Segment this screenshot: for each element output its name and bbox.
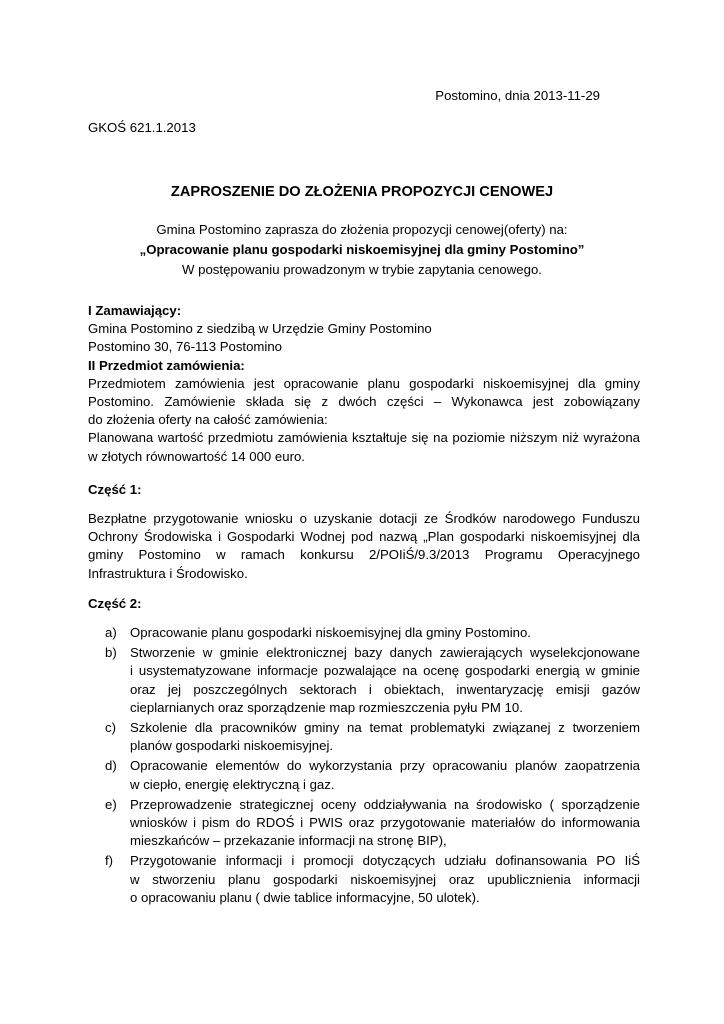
section1-heading: I Zamawiający: [88, 303, 182, 318]
list-item-line: wniosków i pism do RDOŚ i PWIS oraz przygotowanie materiałów do informowania [130, 815, 640, 831]
section1-line-1: Gmina Postomino z siedzibą w Urzędzie Gminy Postomino [88, 321, 432, 337]
list-item [88, 644, 640, 717]
list-item-line: cieplarnianych oraz sporządzenie map rozmieszczenia pyłu PM 10. [130, 699, 523, 715]
list-item-line: w stworzeniu planu gospodarki niskoemisyjnej oraz upublicznienia informacji [130, 871, 640, 887]
list-item-line: Przygotowanie informacji i promocji dotyczących udziału dofinansowania PO IiŚ [130, 853, 640, 869]
section2-p2-line-1: Planowana wartość przedmiotu zamówienia kształtuje się na poziomie niższym niż wyrażona [88, 430, 640, 446]
list-item [88, 719, 640, 755]
list-item-marker: b) [105, 645, 117, 661]
part2-list-block [88, 624, 640, 909]
list-item-marker: d) [105, 758, 117, 774]
list-item-line: Opracowanie planu gospodarki niskoemisyjnej dla gminy Postomino. [130, 625, 531, 640]
part1-line-2: Ochrony Środowiska i Gospodarki Wodnej pod nazwą „Plan gospodarki niskoemisyjnej dla [88, 529, 640, 545]
document-title: ZAPROSZENIE DO ZŁOŻENIA PROPOZYCJI CENOWEJ [170, 184, 554, 200]
section1-line-2: Postomino 30, 76-113 Postomino [88, 339, 283, 355]
list-item-line: i usystematyzowane informacje pozwalające na ocenę gospodarki energią w gminie [130, 663, 640, 679]
list-item [88, 852, 640, 907]
section2-p2-line-2: w złotych równowartość 14 000 euro. [88, 448, 305, 464]
section2-heading: II Przedmiot zamówienia: [88, 357, 245, 373]
list-item-line: mieszkańców – przekazanie informacji na stronę BIP), [130, 833, 447, 849]
place-date: Postomino, dnia 2013-11-29 [435, 88, 600, 103]
list-item-line: o opracowaniu planu ( dwie tablice informacyjne, 50 ulotek). [130, 889, 480, 905]
list-item-line: Przeprowadzenie strategicznej oceny oddziaływania na środowisko ( sporządzenie [130, 796, 640, 812]
section2-p1-line-1: Przedmiotem zamówienia jest opracowanie planu gospodarki niskoemisyjnej dla gminy [88, 375, 640, 391]
list-item-line: w ciepło, energię elektryczną i gaz. [130, 776, 335, 792]
part1-text [88, 510, 640, 583]
section2-p1-line-3: do złożenia oferty na całość zamówienia: [88, 412, 328, 428]
intro-line-3: W postępowaniu prowadzonym w trybie zapytania cenowego. [182, 262, 542, 277]
part1-heading: Część 1: [88, 482, 142, 497]
section2-p1-line-2: Postomino. Zamówienie składa się z dwóch części – Wykonawca jest zobowiązany [88, 394, 640, 410]
list-item-line: oraz jej poszczególnych sektorach i obiektach, inwentaryzację emisji gazów [130, 681, 640, 697]
list-item-line: planów gospodarki niskoemisyjnej. [130, 738, 334, 754]
part2-heading: Część 2: [88, 596, 142, 611]
part1-heading-block [88, 481, 640, 499]
part1-line-1: Bezpłatne przygotowanie wniosku o uzyskanie dotacji ze Środków narodowego Funduszu [88, 511, 640, 526]
list-item-marker: f) [105, 853, 114, 869]
list-item-marker: e) [105, 796, 117, 812]
intro-line-1: Gmina Postomino zaprasza do złożenia propozycji cenowej(oferty) na: [156, 222, 568, 237]
list-item-line: Opracowanie elementów do wykorzystania przy opracowaniu planów zaopatrzenia [130, 758, 640, 774]
list-item [88, 624, 640, 642]
intro-block [0, 220, 724, 280]
list-item-marker: c) [105, 720, 116, 736]
list-item [88, 757, 640, 793]
part1-line-3: gminy Postomino w ramach konkursu 2/POIiŚ/9.3/2013 Programu Operacyjnego [88, 547, 640, 563]
intro-subject: „Opracowanie planu gospodarki niskoemisyjnej dla gminy Postomino” [139, 242, 585, 257]
part1-line-4: Infrastruktura i Środowisko. [88, 565, 248, 581]
list-item [88, 796, 640, 851]
section-ordering-party [88, 302, 640, 466]
list-item-line: Stworzenie w gminie elektronicznej bazy danych zawierających wyselekcjonowane [130, 645, 640, 661]
part2-heading-block [88, 595, 640, 613]
list-item-line: Szkolenie dla pracowników gminy na temat problematyki związanej z tworzeniem [130, 720, 640, 736]
reference-number: GKOŚ 621.1.2013 [88, 120, 196, 135]
part2-list [88, 624, 640, 907]
list-item-marker: a) [105, 625, 117, 640]
